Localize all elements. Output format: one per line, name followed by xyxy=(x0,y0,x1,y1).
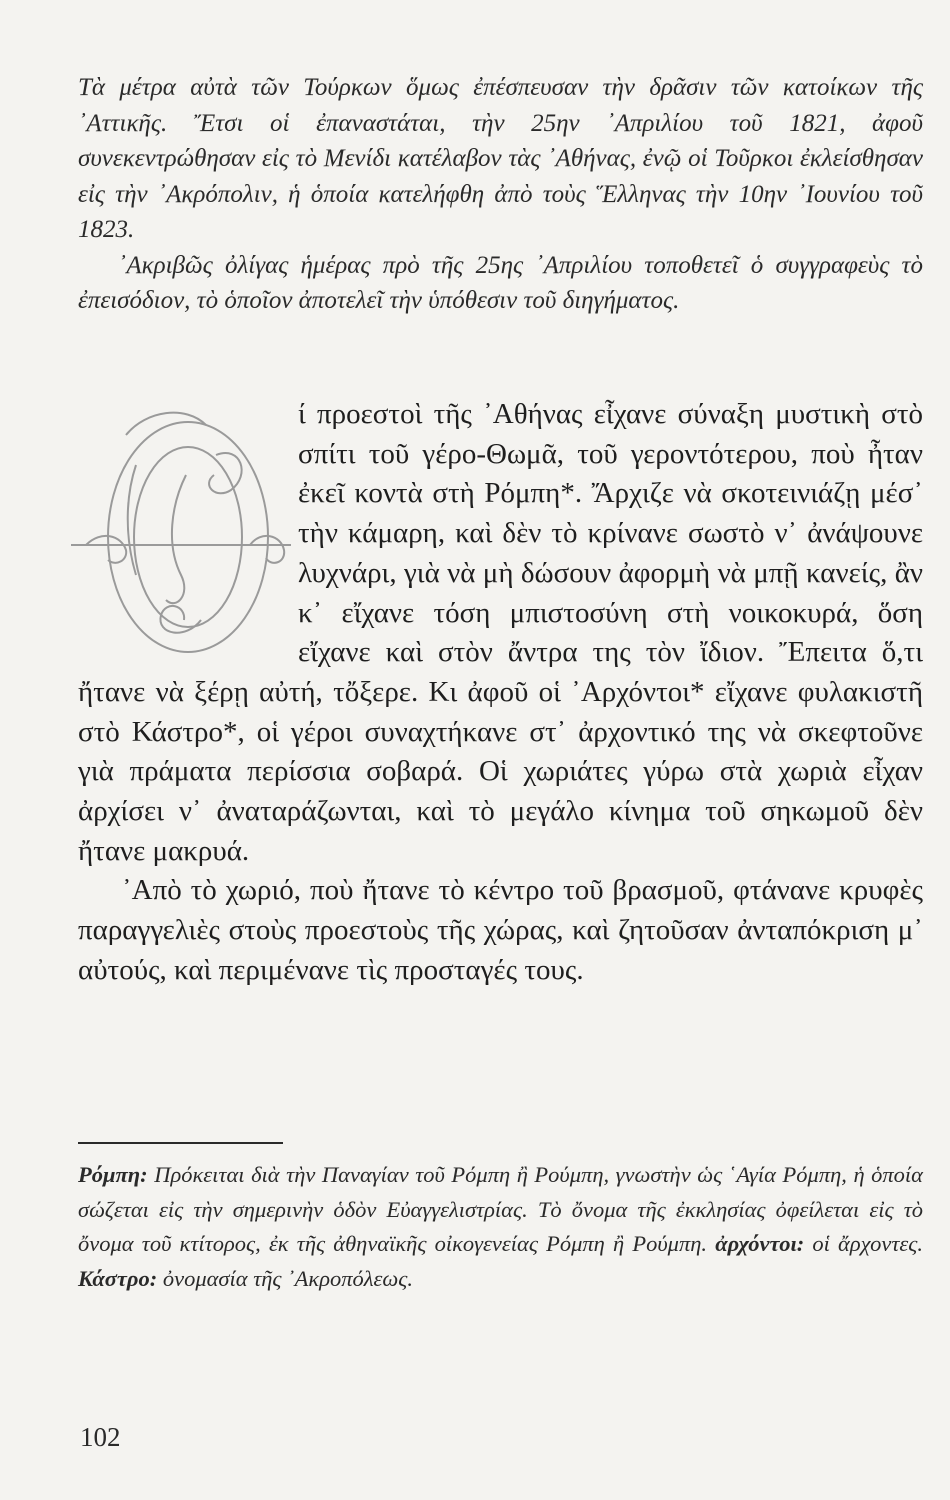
page-number: 102 xyxy=(80,1422,121,1452)
ornamental-drop-cap-icon xyxy=(66,395,292,667)
story-text xyxy=(78,395,923,991)
footnote-paragraph xyxy=(78,1158,923,1296)
footnote-text: ὀνομασία τῆς ᾿Ακροπόλεως. xyxy=(157,1265,414,1291)
story-paragraph: ᾿Απὸ τὸ χωριό, ποὺ ἤτανε τὸ κέντρο τοῦ βρασμοῦ, φτάνανε κρυφὲς παραγγελιὲς στοὺς προεστοὺς τῆς χώρας, καὶ ζητοῦσαν ἀνταπόκριση μ᾿ αὐτούς, καὶ περιμένανε τὶς προσταγές τους. xyxy=(78,874,923,986)
footnotes xyxy=(78,1158,923,1296)
footnote-term: Κάστρο: xyxy=(78,1265,158,1291)
footnote-text: Πρόκειται διὰ τὴν Παναγίαν τοῦ Ρόμπη ἢ Ρούμπη, γνωστὴν ὡς ῾Αγία Ρόμπη, ἡ ὁποία σώζεται εἰς τὴν σημερινὴν ὁδὸν Εὐαγγελιστρίας. Τὸ ὄνομα τῆς ἐκκλησίας ὀφείλεται εἰς τὸ ὄνομα τοῦ κτίτορος, ἐκ τῆς ἀθηναϊκῆς οἰκογενείας Ρόμπη ἢ Ρούμπη. xyxy=(78,1162,923,1256)
intro-paragraph: ᾿Ακριβῶς ὀλίγας ἡμέρας πρὸ τῆς 25ης ᾿Απριλίου τοποθετεῖ ὁ συγγραφεὺς τὸ ἐπεισόδιον, τὸ ὁποῖον ἀποτελεῖ τὴν ὑπόθεσιν τοῦ διηγήματος. xyxy=(78,251,923,314)
introduction-note xyxy=(78,70,923,319)
footnote-term: Ρόμπη: xyxy=(78,1162,148,1187)
footnote-divider xyxy=(78,1142,283,1144)
footnote-term: ἀρχόντοι: xyxy=(715,1231,805,1256)
footnote-text: οἱ ἄρχοντες. xyxy=(804,1231,923,1256)
story-paragraph: ί προεστοὶ τῆς ᾿Αθήνας εἶχανε σύναξη μυστικὴ στὸ σπίτι τοῦ γέρο-Θωμᾶ, τοῦ γεροντότερου, ποὺ ἦταν ἐκεῖ κοντὰ στὴ Ρόμπη*. Ἄρχιζε νὰ σκοτεινιάζῃ μέσ᾿ τὴν κάμαρη, καὶ δὲν τὸ κρίνανε σωστὸ ν᾿ ἀνάψουνε λυχνάρι, γιὰ νὰ μὴ δώσουν ἀφορμὴ νὰ μπῇ κανείς, ἂν κ᾿ εἴχανε τόση μπιστοσύνη στὴ νοικοκυρά, ὅση εἴχανε καὶ στὸν ἄντρα της τὸν ἴδιον. Ἔπειτα ὅ,τι ἤτανε νὰ ξέρῃ αὐτή, τὄξερε. Κι ἀφοῦ οἱ ᾿Αρχόντοι* εἴχανε φυλακιστῆ στὸ Κάστρο*, οἱ γέροι συναχτήκανε στ᾿ ἀρχοντικό της νὰ σκεφτοῦνε γιὰ πράματα περίσσια σοβαρά. Οἱ χωριάτες γύρω στὰ χωριὰ εἶχαν ἀρχίσει ν᾿ ἀναταράζωνται, καὶ τὸ μεγάλο κίνημα τοῦ σηκωμοῦ δὲν ἤτανε μακρυά. xyxy=(78,398,923,867)
intro-paragraph: Τὰ μέτρα αὐτὰ τῶν Τούρκων ὅμως ἐπέσπευσαν τὴν δρᾶσιν τῶν κατοίκων τῆς ᾿Αττικῆς. Ἔτσι οἱ ἐπαναστάται, τὴν 25ην ᾿Απριλίου τοῦ 1821, ἀφοῦ συνεκεντρώθησαν εἰς τὸ Μενίδι κατέλαβον τὰς ᾿Αθήνας, ἐνῷ οἱ Τοῦρκοι ἐκλείσθησαν εἰς τὴν ᾿Ακρόπολιν, ἡ ὁποία κατελήφθη ἀπὸ τοὺς Ἕλληνας τὴν 10ην ᾿Ιουνίου τοῦ 1823. xyxy=(78,74,923,243)
